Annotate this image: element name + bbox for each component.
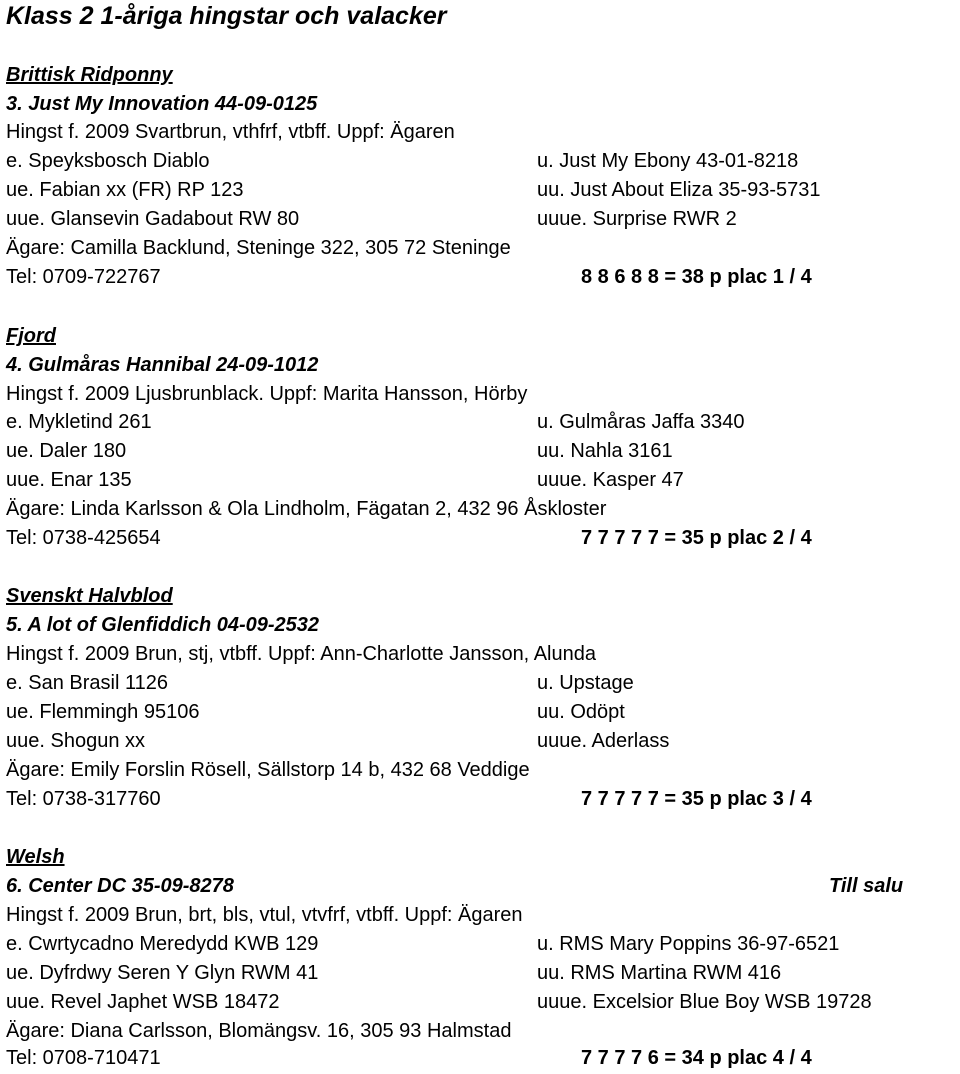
sire-sire: ue. Daler 180 bbox=[6, 440, 127, 462]
dam-dam-sire: uuue. Kasper 47 bbox=[537, 469, 684, 491]
sire-sire-sire: uue. Revel Japhet WSB 18472 bbox=[6, 991, 280, 1013]
pedigree-row-2 bbox=[6, 437, 956, 466]
score: 7 7 7 7 6 = 34 p plac 4 / 4 bbox=[581, 1047, 812, 1069]
sire: e. Mykletind 261 bbox=[6, 411, 152, 433]
score: 7 7 7 7 7 = 35 p plac 3 / 4 bbox=[581, 788, 812, 810]
pedigree-row-1 bbox=[6, 408, 956, 437]
breed-heading: Fjord bbox=[6, 325, 56, 347]
dam-dam: uu. Nahla 3161 bbox=[537, 440, 673, 462]
breed-heading: Brittisk Ridponny bbox=[6, 64, 173, 86]
breed-heading: Svenskt Halvblod bbox=[6, 585, 173, 607]
sire-sire-sire: uue. Shogun xx bbox=[6, 730, 145, 752]
pedigree-row-2 bbox=[6, 959, 956, 988]
pedigree-row-1 bbox=[6, 930, 956, 959]
dam: u. Just My Ebony 43-01-8218 bbox=[537, 150, 799, 172]
dam-dam: uu. RMS Martina RWM 416 bbox=[537, 962, 782, 984]
dam-dam-sire: uuue. Aderlass bbox=[537, 730, 670, 752]
tel-score-row bbox=[6, 1044, 956, 1073]
horse-details: Hingst f. 2009 Brun, stj, vtbff. Uppf: Ann-Charlotte Jansson, Alunda bbox=[6, 643, 596, 665]
tel-score-row bbox=[6, 524, 956, 553]
dam-dam-sire: uuue. Surprise RWR 2 bbox=[537, 208, 737, 230]
dam-dam: uu. Just About Eliza 35-93-5731 bbox=[537, 179, 821, 201]
horse-name: 3. Just My Innovation 44-09-0125 bbox=[6, 93, 318, 115]
dam-dam-sire: uuue. Excelsior Blue Boy WSB 19728 bbox=[537, 991, 872, 1013]
tel-score-row bbox=[6, 263, 956, 292]
horse-details: Hingst f. 2009 Svartbrun, vthfrf, vtbff. Uppf: Ägaren bbox=[6, 121, 455, 143]
pedigree-row-2 bbox=[6, 176, 956, 205]
dam-dam: uu. Odöpt bbox=[537, 701, 625, 723]
class-title: Klass 2 1-åriga hingstar och valacker bbox=[6, 2, 447, 30]
sire: e. San Brasil 1126 bbox=[6, 672, 168, 694]
sire-sire: ue. Fabian xx (FR) RP 123 bbox=[6, 179, 244, 201]
tel-score-row bbox=[6, 785, 956, 814]
horse-details: Hingst f. 2009 Ljusbrunblack. Uppf: Marita Hansson, Hörby bbox=[6, 383, 528, 405]
score: 8 8 6 8 8 = 38 p plac 1 / 4 bbox=[581, 266, 812, 288]
sire-sire-sire: uue. Glansevin Gadabout RW 80 bbox=[6, 208, 300, 230]
tel: Tel: 0738-317760 bbox=[6, 788, 161, 810]
horse-details: Hingst f. 2009 Brun, brt, bls, vtul, vtvfrf, vtbff. Uppf: Ägaren bbox=[6, 904, 523, 926]
pedigree-row-3 bbox=[6, 466, 956, 495]
owner: Ägare: Camilla Backlund, Steninge 322, 305 72 Steninge bbox=[6, 237, 511, 259]
dam: u. Gulmåras Jaffa 3340 bbox=[537, 411, 745, 433]
tel: Tel: 0708-710471 bbox=[6, 1047, 161, 1069]
sire-sire: ue. Dyfrdwy Seren Y Glyn RWM 41 bbox=[6, 962, 319, 984]
sire: e. Cwrtycadno Meredydd KWB 129 bbox=[6, 933, 319, 955]
owner: Ägare: Linda Karlsson & Ola Lindholm, Fägatan 2, 432 96 Åskloster bbox=[6, 498, 607, 520]
owner: Ägare: Emily Forslin Rösell, Sällstorp 14 b, 432 68 Veddige bbox=[6, 759, 530, 781]
breed-heading: Welsh bbox=[6, 846, 65, 868]
pedigree-row-1 bbox=[6, 669, 956, 698]
for-sale-label: Till salu bbox=[829, 875, 904, 897]
tel: Tel: 0709-722767 bbox=[6, 266, 161, 288]
horse-name: 5. A lot of Glenfiddich 04-09-2532 bbox=[6, 614, 320, 636]
sire-sire-sire: uue. Enar 135 bbox=[6, 469, 132, 491]
tel: Tel: 0738-425654 bbox=[6, 527, 161, 549]
dam: u. Upstage bbox=[537, 672, 634, 694]
pedigree-row-1 bbox=[6, 147, 956, 176]
owner: Ägare: Diana Carlsson, Blomängsv. 16, 305 93 Halmstad bbox=[6, 1020, 512, 1042]
horse-name: 6. Center DC 35-09-8278 Till salu bbox=[6, 872, 956, 901]
sire: e. Speyksbosch Diablo bbox=[6, 150, 210, 172]
dam: u. RMS Mary Poppins 36-97-6521 bbox=[537, 933, 840, 955]
pedigree-row-3 bbox=[6, 727, 956, 756]
pedigree-row-3 bbox=[6, 205, 956, 234]
sire-sire: ue. Flemmingh 95106 bbox=[6, 701, 200, 723]
pedigree-row-2 bbox=[6, 698, 956, 727]
horse-name: 4. Gulmåras Hannibal 24-09-1012 bbox=[6, 354, 319, 376]
pedigree-row-3 bbox=[6, 988, 956, 1017]
score: 7 7 7 7 7 = 35 p plac 2 / 4 bbox=[581, 527, 812, 549]
